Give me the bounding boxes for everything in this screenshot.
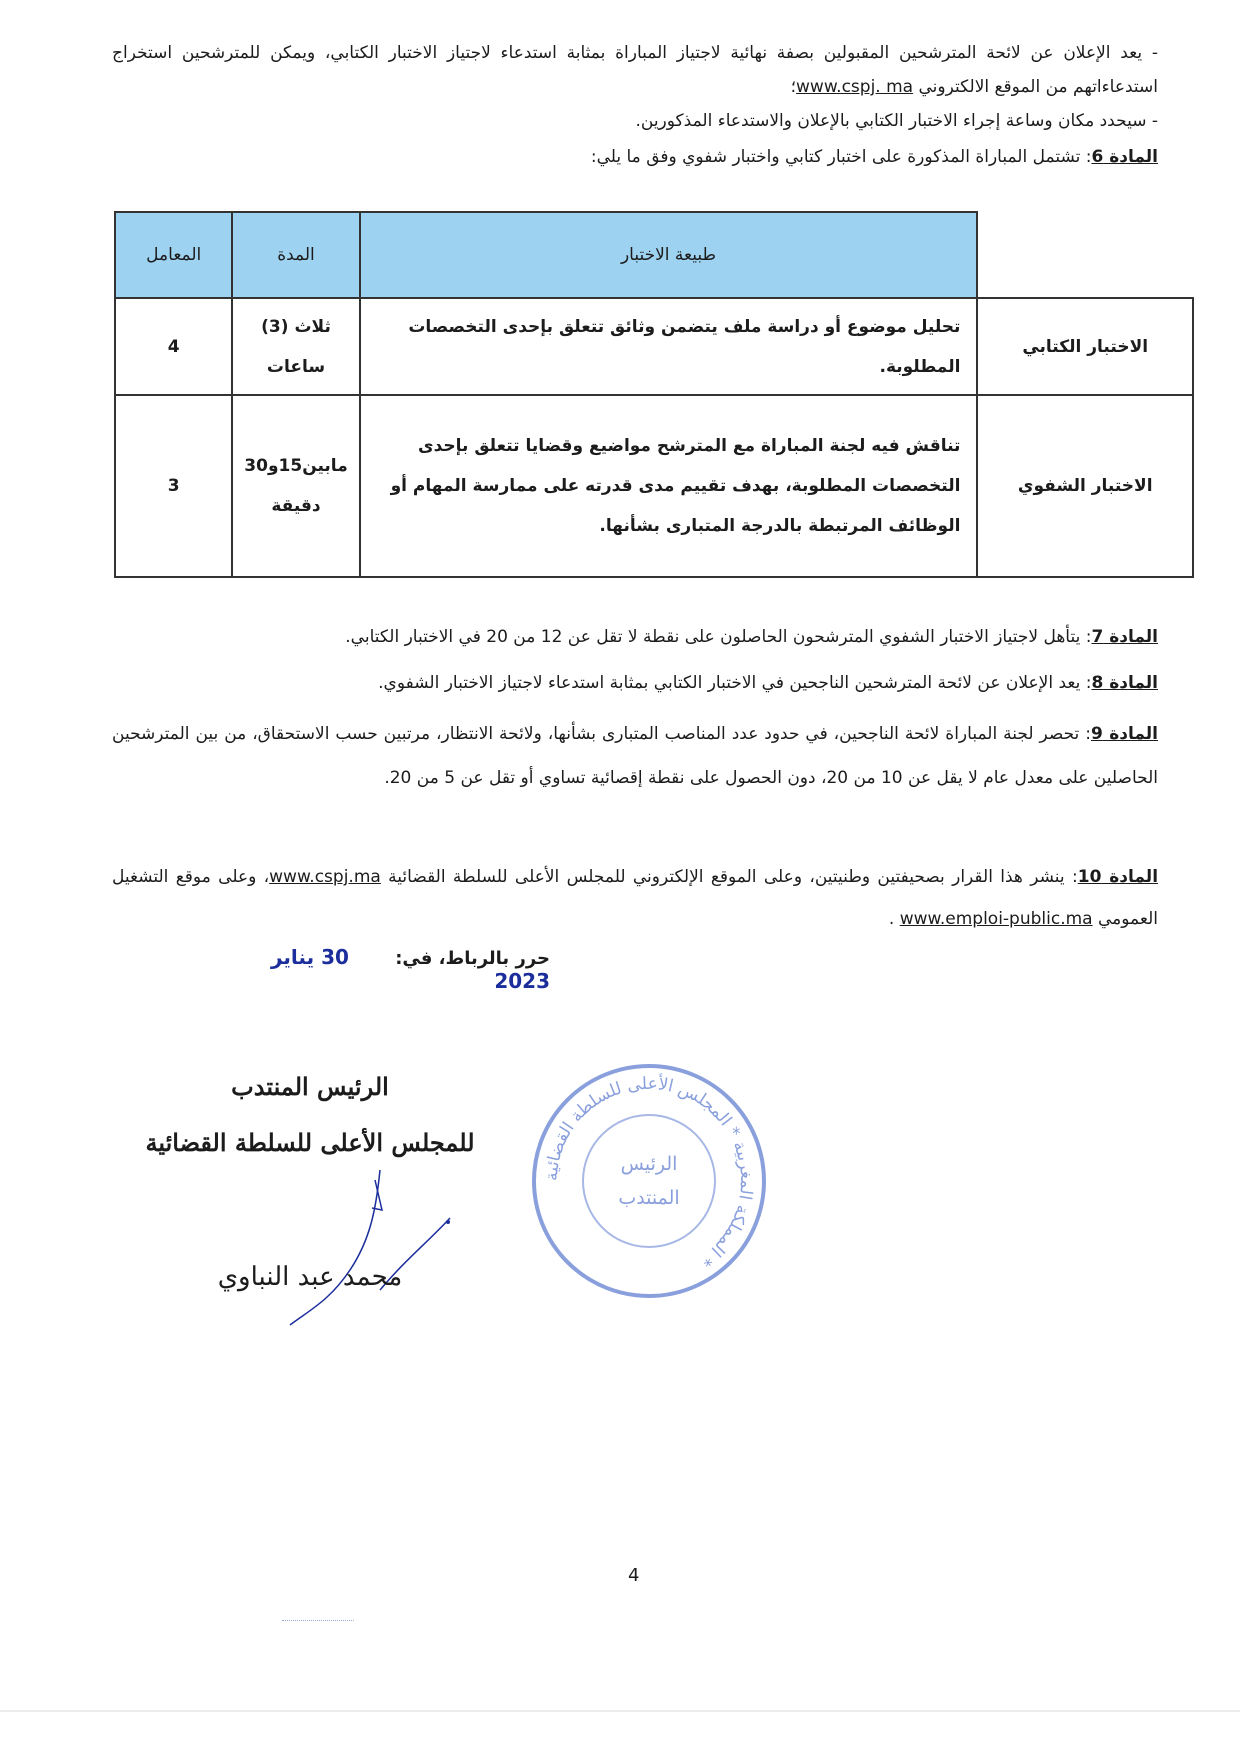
page-number: 4 [628, 1565, 640, 1586]
row-duration: ثلاث (3) ساعات [232, 298, 359, 395]
row-coefficient: 3 [115, 395, 232, 577]
seal-center [582, 1114, 716, 1248]
article-9 [112, 712, 1158, 800]
table-row [115, 395, 1193, 577]
article-8-text: : يعد الإعلان عن لائحة المترشحين الناجحين في الاختبار الكتابي بمثابة استدعاء لاجتياز الاختبار الشفوي. [378, 673, 1092, 693]
signatory-title-line-1: الرئيس المنتدب [231, 1072, 389, 1101]
row-nature: تحليل موضوع أو دراسة ملف يتضمن وثائق تتعلق بإحدى التخصصات المطلوبة. [360, 298, 978, 395]
article-10 [112, 856, 1158, 940]
article-8 [112, 666, 1158, 700]
table-row [115, 298, 1193, 395]
signatory-name: محمد عبد النباوي [217, 1262, 403, 1292]
article-6-label: المادة 6 [1091, 147, 1158, 167]
article-10-text: : ينشر هذا القرار بصحيفتين وطنيتين، وعلى الموقع الإلكتروني للمجلس الأعلى للسلطة القضائية [388, 867, 1078, 887]
article-7 [112, 620, 1158, 654]
article-7-text: : يتأهل لاجتياز الاختبار الشفوي المترشحون الحاصلون على نقطة لا تقل عن 12 من 20 في الاختبار الكتابي. [345, 627, 1092, 647]
article-7-label: المادة 7 [1091, 627, 1158, 647]
seal-inner-line-2: المنتدب [618, 1187, 680, 1209]
emploi-public-link[interactable]: www.emploi-public.ma [899, 909, 1093, 929]
signed-at [250, 945, 550, 993]
seal-inner-line-1: الرئيس [620, 1153, 678, 1175]
intro-paragraph-2: - سيحدد مكان وساعة إجراء الاختبار الكتابي بالإعلان والاستدعاء المذكورين. [635, 111, 1158, 131]
official-seal [532, 1064, 766, 1298]
signed-at-label: حرر بالرباط، في: [395, 948, 550, 969]
intro-paragraph-1 [112, 36, 1158, 104]
cspj-website-link[interactable]: www.cspj.ma [269, 867, 381, 887]
article-6-text: : تشتمل المباراة المذكورة على اختبار كتابي واختبار شفوي وفق ما يلي: [590, 147, 1092, 167]
row-coefficient: 4 [115, 298, 232, 395]
article-9-label: المادة 9 [1090, 724, 1159, 744]
signatory-title-line-2: للمجلس الأعلى للسلطة القضائية [145, 1128, 475, 1157]
intro-line-1-end: ؛ [790, 77, 797, 97]
page-bottom-edge [0, 1710, 1240, 1712]
exam-table [114, 211, 1194, 578]
row-type: الاختبار الكتابي [977, 298, 1193, 395]
row-type: الاختبار الشفوي [977, 395, 1193, 577]
table-header-row [115, 212, 1193, 298]
row-nature: تناقش فيه لجنة المباراة مع المترشح مواضيع وقضايا تتعلق بإحدى التخصصات المطلوبة، بهدف تقييم مدى قدرته على ممارسة المهام أو الوظائف المرتبطة بالدرجة المتبارى بشأنها. [360, 395, 978, 577]
article-9-text: : تحصر لجنة المباراة لائحة الناجحين، في حدود عدد المناصب المتبارى بشأنها، ولائحة الانتظار، مرتبين حسب الاستحقاق، من بين المترشحين الحاصلين على معدل عام لا يقل عن 10 من 20، دون الحصول على نقطة إقصائية تساوي أو تقل عن 5 من 20. [112, 724, 1158, 788]
header-nature: طبيعة الاختبار [360, 212, 978, 298]
header-blank-cell [977, 212, 1193, 298]
cspj-link[interactable]: www.cspj. ma [796, 77, 914, 97]
article-10-mid: ، وعلى موقع التشغيل العمومي [112, 867, 1158, 929]
article-6 [112, 140, 1158, 174]
signature-scribble [230, 1150, 490, 1350]
header-coefficient: المعامل [115, 212, 232, 298]
article-8-label: المادة 8 [1091, 673, 1158, 693]
article-10-label: المادة 10 [1077, 867, 1159, 887]
footer-mark [282, 1616, 354, 1621]
date-stamp: 30 يناير 2023 [270, 945, 550, 993]
header-duration: المدة [232, 212, 359, 298]
intro-line-1-text: - يعد الإعلان عن لائحة المترشحين المقبولين بصفة نهائية لاجتياز المباراة بمثابة استدعاء لاجتياز الاختبار الكتابي، ويمكن للمترشحين استخراج استدعاءاتهم من الموقع الالكتروني [112, 43, 1158, 97]
article-10-end: . [888, 909, 900, 929]
seal-outer-text: المملكة المغربية * المجلس الأعلى للسلطة القضائية * [541, 1073, 757, 1271]
row-duration: مابين15و30 دقيقة [232, 395, 359, 577]
